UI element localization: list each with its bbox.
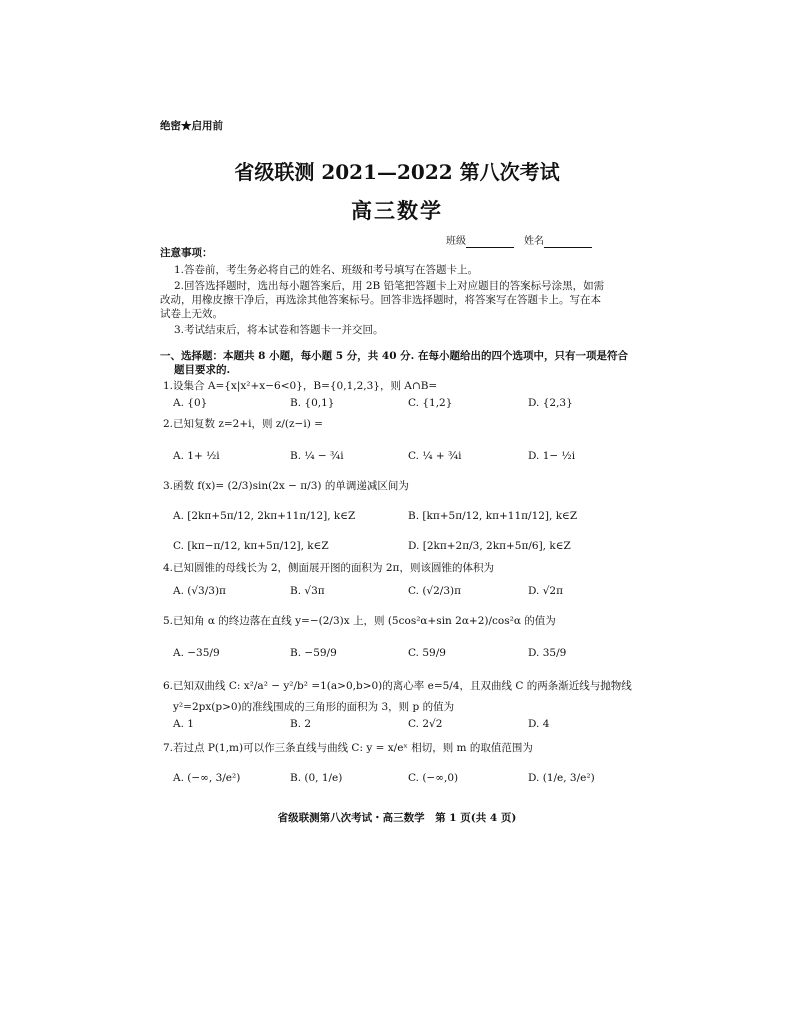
name-label: 姓名 [524,236,544,247]
q5-option-d: D. 35/9 [528,647,567,659]
q2-option-b: B. ¼ − ¾i [290,450,344,462]
question-7-stem: 7.若过点 P(1,m)可以作三条直线与曲线 C: y = x/eˣ 相切，则 m 的取值范围为 [163,742,533,754]
class-field [446,236,514,248]
q2-option-d: D. 1− ½i [528,450,576,462]
section-1-heading-cont: 题目要求的. [174,364,231,376]
q2-option-a: A. 1+ ½i [173,450,220,462]
q5-option-c: C. 59/9 [408,647,446,659]
q1-option-a: A. {0} [173,397,208,409]
q5-option-a: A. −35/9 [173,647,220,659]
note-2-line2: 改动，用橡皮擦干净后，再选涂其他答案标号。回答非选择题时，将答案写在答题卡上。写在本 [160,294,601,306]
note-1: 1.答卷前，考生务必将自己的姓名、班级和考号填写在答题卡上。 [174,264,479,276]
q1-option-b: B. {0,1} [290,397,335,409]
q1-option-c: C. {1,2} [408,397,453,409]
section-1-heading: 一、选择题：本题共 8 小题，每小题 5 分，共 40 分. 在每小题给出的四个选项中，只有一项是符合 [160,350,628,362]
q7-option-d: D. (1/e, 3/e²) [528,772,595,784]
q7-option-a: A. (−∞, 3/e²) [173,772,241,784]
q3-option-d: D. [2kπ+2π/3, 2kπ+5π/6], k∈Z [408,540,571,552]
note-2-line1: 2.回答选择题时，选出每小题答案后，用 2B 铅笔把答题卡上对应题目的答案标号涂黑，如需 [174,280,605,292]
question-1-stem: 1.设集合 A={x|x²+x−6<0}，B={0,1,2,3}，则 A∩B= [163,380,438,392]
q6-option-a: A. 1 [173,718,194,730]
note-3: 3.考试结束后，将本试卷和答题卡一并交回。 [174,324,384,336]
question-6-stem-line2: y²=2px(p>0)的准线围成的三角形的面积为 3，则 p 的值为 [173,701,455,713]
name-field [524,236,592,248]
class-label: 班级 [446,236,466,247]
question-3-stem: 3.函数 f(x)= (2/3)sin(2x − π/3) 的单调递减区间为 [163,480,409,492]
q7-option-c: C. (−∞,0) [408,772,459,784]
q4-option-d: D. √2π [528,585,563,597]
q4-option-a: A. (√3/3)π [173,585,226,597]
class-blank [466,237,514,248]
q1-option-d: D. {2,3} [528,397,573,409]
q4-option-c: C. (√2/3)π [408,585,462,597]
q4-option-b: B. √3π [290,585,325,597]
confidential-mark: 绝密★启用前 [160,120,223,132]
q6-option-d: D. 4 [528,718,550,730]
notes-heading: 注意事项： [160,247,213,259]
question-5-stem: 5.已知角 α 的终边落在直线 y=−(2/3)x 上，则 (5cos²α+sin 2α+2)/cos²α 的值为 [163,615,556,627]
q3-option-c: C. [kπ−π/12, kπ+5π/12], k∈Z [173,540,329,552]
subject-title: 高三数学 [351,198,443,223]
question-2-stem: 2.已知复数 z=2+i，则 z/(z−i) = [163,418,323,430]
q7-option-b: B. (0, 1/e) [290,772,343,784]
q3-option-a: A. [2kπ+5π/12, 2kπ+11π/12], k∈Z [173,510,356,522]
q3-option-b: B. [kπ+5π/12, kπ+11π/12], k∈Z [408,510,578,522]
q6-option-c: C. 2√2 [408,718,443,730]
page-footer: 省级联测第八次考试・高三数学 第 1 页(共 4 页) [277,812,517,824]
q6-option-b: B. 2 [290,718,312,730]
q2-option-c: C. ¼ + ¾i [408,450,462,462]
note-2-line3: 试卷上无效。 [160,308,223,320]
question-6-stem-line1: 6.已知双曲线 C: x²/a² − y²/b² =1(a>0,b>0)的离心率 e=5/4，且双曲线 C 的两条渐近线与抛物线 [163,680,632,692]
exam-title: 省级联测 2021—2022 第八次考试 [234,160,560,184]
question-4-stem: 4.已知圆锥的母线长为 2，侧面展开图的面积为 2π，则该圆锥的体积为 [163,562,494,574]
name-blank [544,237,592,248]
q5-option-b: B. −59/9 [290,647,337,659]
